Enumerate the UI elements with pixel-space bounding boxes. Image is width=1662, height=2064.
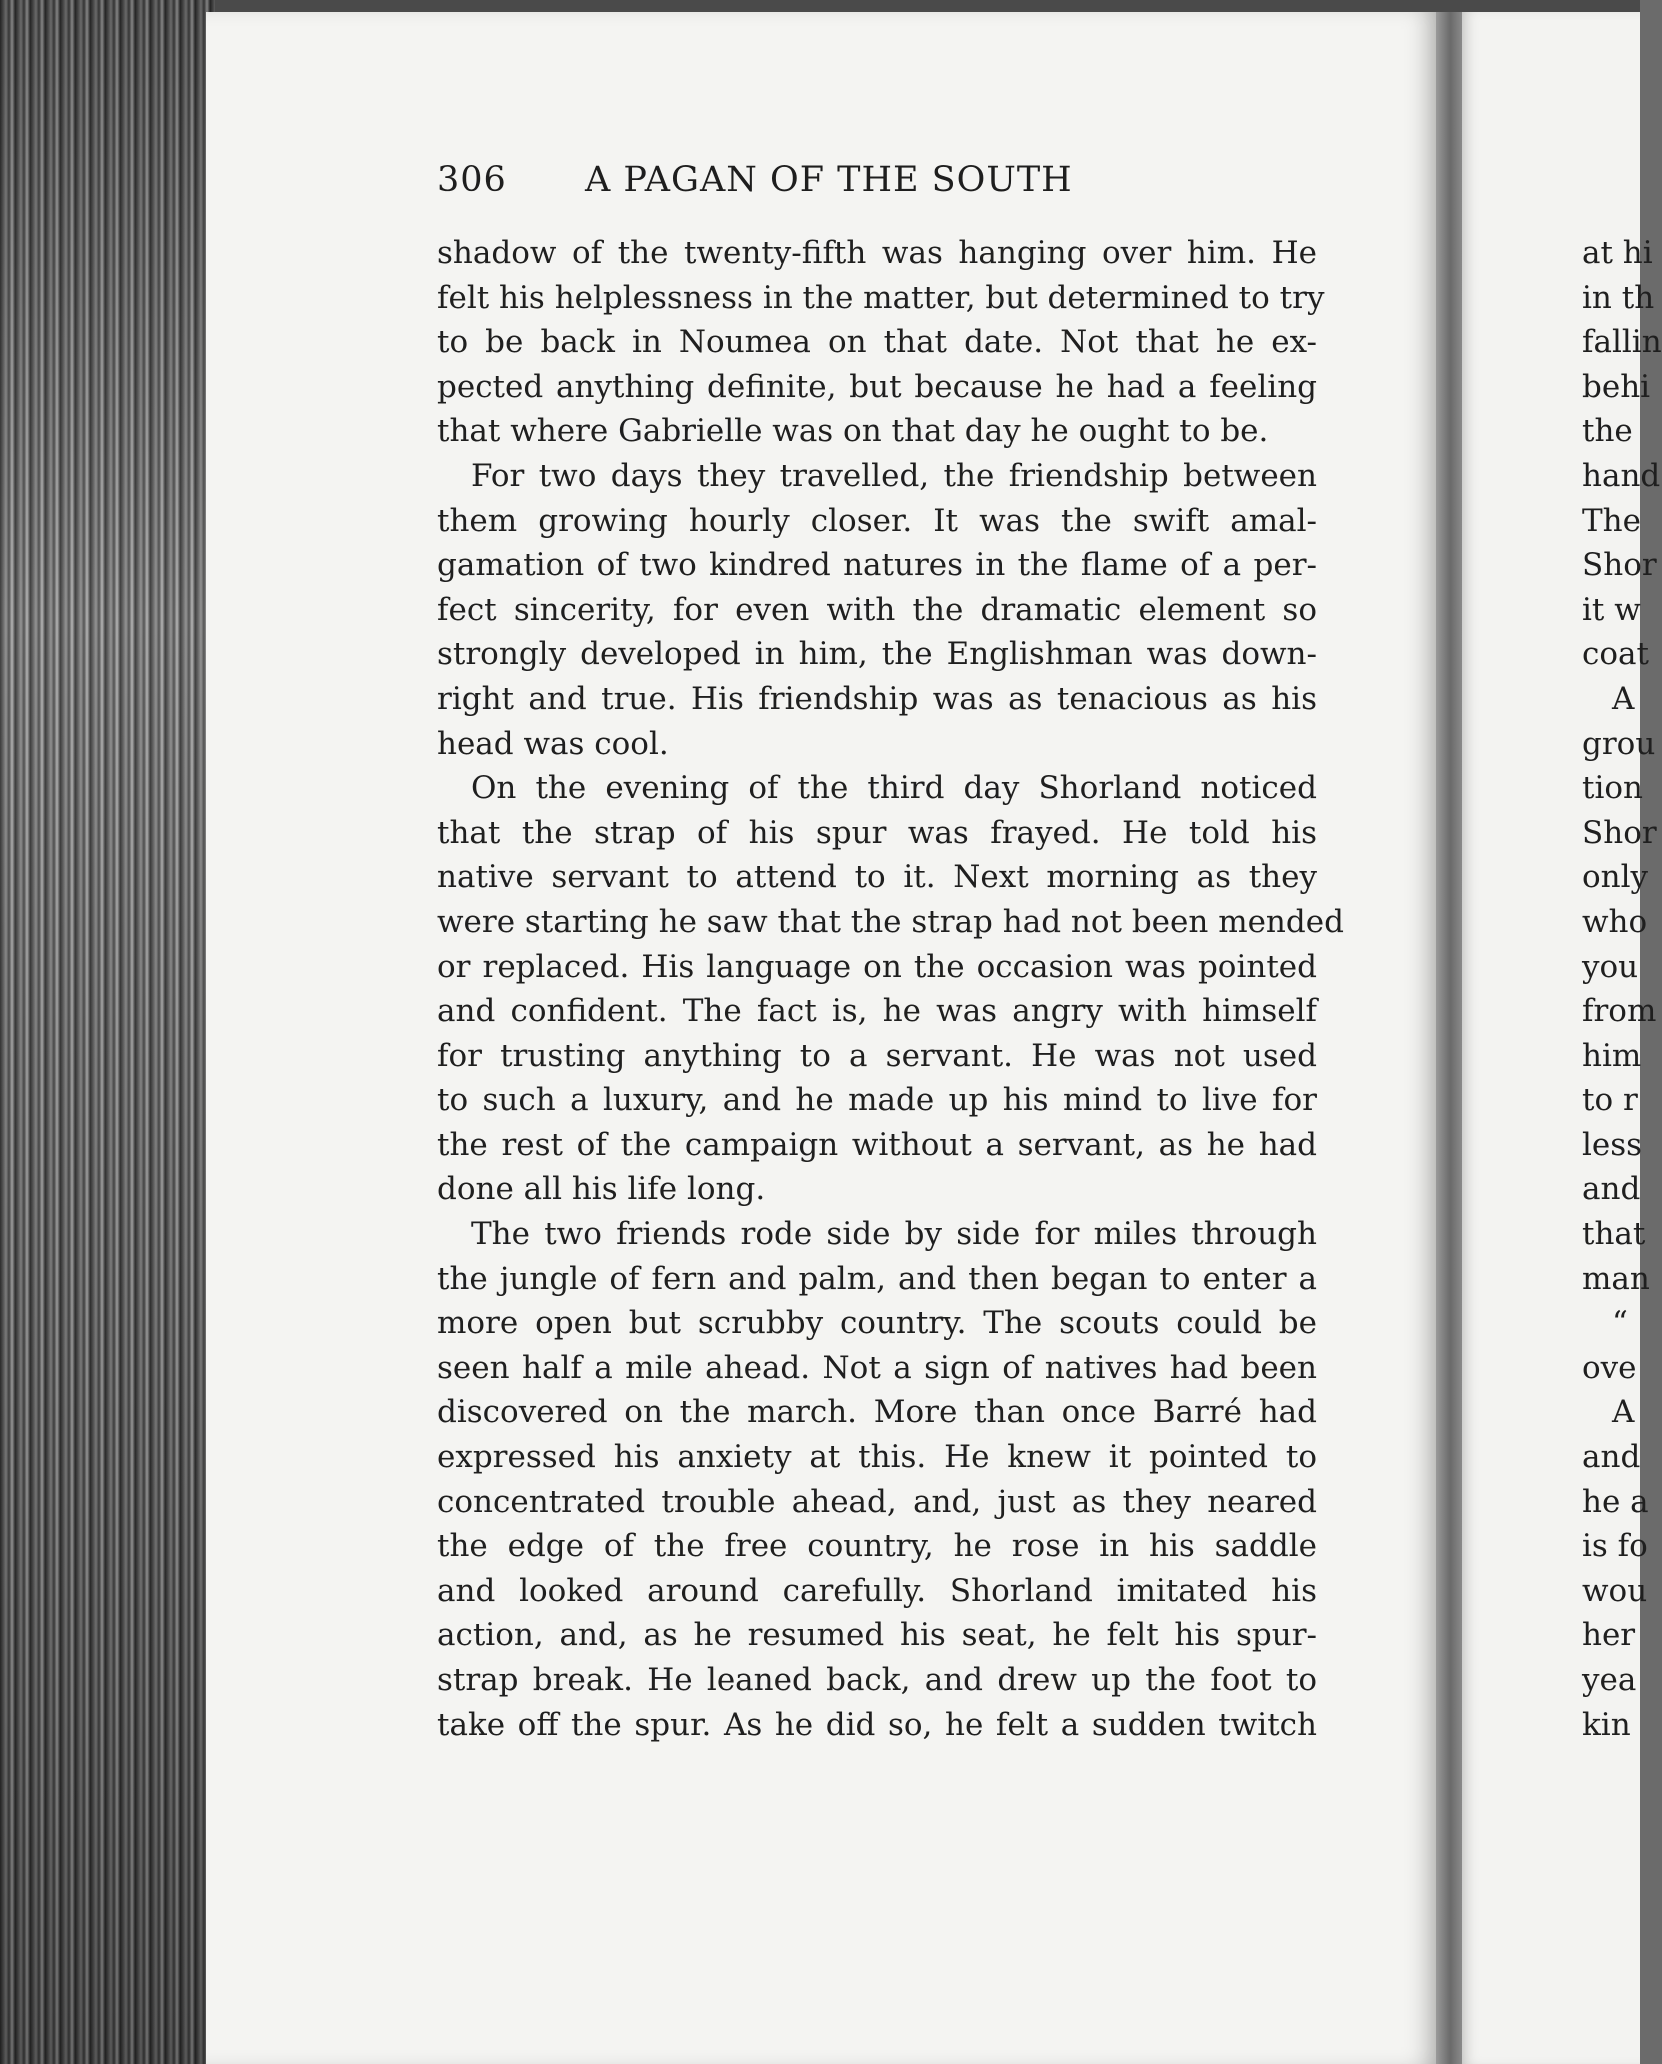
right-text-line: is fo	[1582, 1528, 1648, 1565]
right-text-line: Shor	[1582, 814, 1657, 851]
running-head	[437, 160, 1317, 204]
text-line: that the strap of his spur was frayed. He told his	[437, 814, 1317, 851]
text-line: fect sincerity, for even with the dramatic element so	[437, 591, 1317, 628]
right-text-line: to r	[1582, 1082, 1638, 1119]
right-text-line: A	[1612, 680, 1635, 717]
text-line: were starting he saw that the strap had not been mended	[437, 903, 1344, 940]
right-text-line: who	[1582, 903, 1648, 940]
text-line: the jungle of fern and palm, and then began to enter a	[437, 1260, 1317, 1297]
text-line: strap break. He leaned back, and drew up the foot to	[437, 1662, 1317, 1698]
right-text-line: A	[1612, 1394, 1635, 1431]
text-line: seen half a mile ahead. Not a sign of natives had been	[437, 1349, 1317, 1386]
right-text-line: you	[1582, 948, 1639, 985]
right-text-line: tion	[1582, 770, 1644, 807]
right-text-line: in th	[1582, 279, 1655, 316]
text-line: more open but scrubby country. The scouts could be	[437, 1305, 1317, 1342]
right-text-line: and	[1582, 1171, 1641, 1208]
page-number: 306	[437, 160, 507, 200]
right-text-line: wou	[1582, 1572, 1648, 1609]
right-text-line: from	[1582, 993, 1657, 1030]
right-text-line: it w	[1582, 591, 1641, 628]
text-line: head was cool.	[437, 725, 669, 762]
right-text-line: only	[1582, 859, 1649, 896]
right-text-line: fallin	[1582, 324, 1662, 361]
right-page-text	[1582, 231, 1662, 1747]
right-text-line: less	[1582, 1126, 1643, 1163]
text-line: and confident. The fact is, he was angry with himself	[437, 993, 1317, 1030]
text-line: for trusting anything to a servant. He was not used	[437, 1037, 1317, 1074]
right-text-line: kin	[1582, 1706, 1631, 1743]
right-text-line: and	[1582, 1439, 1641, 1476]
text-line: right and true. His friendship was as tenacious as his	[437, 680, 1317, 717]
book-gutter	[1436, 12, 1462, 2064]
book-page-edges	[0, 0, 215, 2064]
text-line: pected anything definite, but because he had a feeling	[437, 368, 1317, 405]
right-text-line: Shor	[1582, 547, 1657, 584]
right-text-line: man	[1582, 1260, 1650, 1297]
right-text-line: the	[1582, 413, 1633, 450]
right-text-line: behi	[1582, 368, 1651, 405]
text-line: done all his life long.	[437, 1171, 766, 1208]
right-text-line: hand	[1582, 457, 1661, 494]
text-line: The two friends rode side by side for miles through	[471, 1216, 1317, 1253]
running-title: A PAGAN OF THE SOUTH	[585, 160, 1073, 200]
text-line: the edge of the free country, he rose in his saddle	[437, 1528, 1317, 1565]
text-line: discovered on the march. More than once Barré had	[437, 1394, 1317, 1431]
text-line: action, and, as he resumed his seat, he felt his spur-	[437, 1617, 1317, 1654]
text-line: to such a luxury, and he made up his mind to live for	[437, 1082, 1317, 1119]
right-text-line: at hi	[1582, 235, 1653, 271]
text-line: felt his helplessness in the matter, but determined to try	[437, 279, 1325, 316]
text-line: native servant to attend to it. Next morning as they	[437, 859, 1317, 896]
right-text-line: yea	[1582, 1662, 1637, 1698]
right-text-line: coat	[1582, 636, 1649, 673]
text-line: that where Gabrielle was on that day he ought to be.	[437, 413, 1269, 450]
right-text-line: grou	[1582, 725, 1656, 762]
text-line: expressed his anxiety at this. He knew it pointed to	[437, 1439, 1317, 1476]
text-line: For two days they travelled, the friendship between	[471, 457, 1317, 494]
right-text-line: “	[1612, 1305, 1628, 1342]
right-text-line: he a	[1582, 1483, 1649, 1520]
text-line: strongly developed in him, the Englishman was down-	[437, 636, 1317, 673]
left-page-text	[437, 231, 1344, 1747]
right-text-line: ove	[1582, 1349, 1637, 1386]
right-text-line: him	[1582, 1037, 1642, 1074]
text-line: concentrated trouble ahead, and, just as they neared	[437, 1483, 1317, 1520]
scanner-top-strip	[0, 0, 1640, 12]
right-text-line: her	[1582, 1617, 1636, 1654]
text-line: take off the spur. As he did so, he felt a sudden twitch	[437, 1706, 1317, 1743]
right-text-line: The	[1582, 502, 1641, 539]
text-line: On the evening of the third day Shorland noticed	[471, 770, 1317, 807]
text-line: and looked around carefully. Shorland imitated his	[437, 1572, 1317, 1609]
text-line: shadow of the twenty-fifth was hanging over him. He	[437, 235, 1317, 271]
text-line: the rest of the campaign without a servant, as he had	[437, 1126, 1317, 1163]
right-text-line: that	[1582, 1216, 1646, 1253]
text-line: or replaced. His language on the occasion was pointed	[437, 948, 1317, 985]
text-line: gamation of two kindred natures in the flame of a per-	[437, 547, 1317, 584]
text-line: them growing hourly closer. It was the swift amal-	[437, 502, 1317, 539]
text-line: to be back in Noumea on that date. Not that he ex-	[437, 324, 1317, 361]
